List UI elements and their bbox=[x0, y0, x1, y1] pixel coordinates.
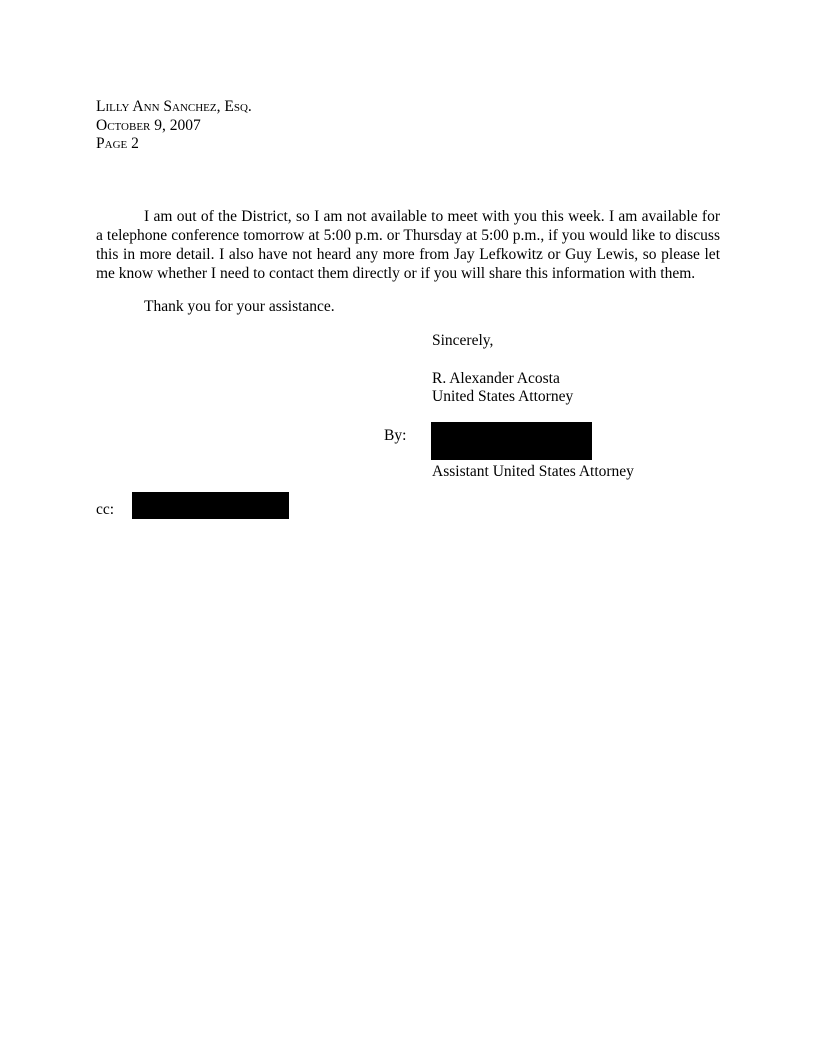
page-number: Page 2 bbox=[96, 135, 139, 152]
signatory-title: United States Attorney bbox=[432, 388, 574, 405]
letter-date: October 9, 2007 bbox=[96, 117, 201, 134]
recipient-name: Lilly Ann Sanchez, Esq. bbox=[96, 98, 252, 115]
body-paragraph: I am out of the District, so I am not available to meet with you this week. I am available for a telephone conference tomorrow at 5:00 p.m. or Thursday at 5:00 p.m., if you would like to discuss this in more detail. I also have not heard any more from Jay Lefkowitz or Guy Lewis, so please let me know whether I need to contact them directly or if you will share this information with them. bbox=[96, 208, 720, 282]
by-label: By: bbox=[384, 427, 407, 444]
redacted-cc-recipient bbox=[132, 492, 289, 519]
thank-you-paragraph: Thank you for your assistance. bbox=[144, 298, 335, 315]
redacted-signature bbox=[431, 422, 592, 460]
signatory-name: R. Alexander Acosta bbox=[432, 370, 560, 387]
signer-title: Assistant United States Attorney bbox=[432, 463, 634, 480]
closing: Sincerely, bbox=[432, 332, 494, 349]
cc-label: cc: bbox=[96, 501, 115, 518]
